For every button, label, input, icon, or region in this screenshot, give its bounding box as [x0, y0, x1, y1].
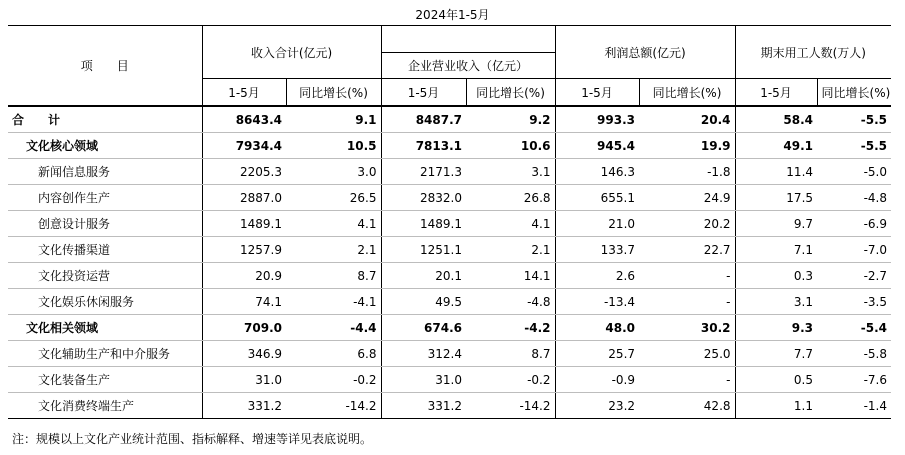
row-label: 新闻信息服务: [8, 159, 202, 185]
cell-rev: 709.0: [202, 315, 286, 341]
cell-emp: 0.3: [735, 263, 817, 289]
cell-profit: 993.3: [555, 106, 639, 133]
cell-rev-yoy: -0.2: [286, 367, 381, 393]
cell-biz-yoy: -14.2: [466, 393, 555, 419]
cell-rev: 7934.4: [202, 133, 286, 159]
cell-rev: 74.1: [202, 289, 286, 315]
cell-emp: 7.7: [735, 341, 817, 367]
cell-biz: 2832.0: [381, 185, 466, 211]
cell-profit: 48.0: [555, 315, 639, 341]
row-label: 文化消费终端生产: [8, 393, 202, 419]
cell-biz: 49.5: [381, 289, 466, 315]
statistics-table: [8, 25, 891, 419]
cell-profit: -0.9: [555, 367, 639, 393]
table-row: [8, 341, 891, 367]
header-employees: 期末用工人数(万人): [735, 26, 891, 79]
cell-biz-yoy: 10.6: [466, 133, 555, 159]
cell-profit-yoy: 20.2: [639, 211, 735, 237]
header-emp-yoy: 同比增长(%): [817, 79, 891, 107]
cell-emp-yoy: -7.6: [817, 367, 891, 393]
cell-biz-yoy: 4.1: [466, 211, 555, 237]
cell-emp: 0.5: [735, 367, 817, 393]
cell-rev-yoy: 4.1: [286, 211, 381, 237]
table-row: [8, 106, 891, 133]
cell-profit: 2.6: [555, 263, 639, 289]
header-profit-yoy: 同比增长(%): [639, 79, 735, 107]
cell-rev-yoy: -4.4: [286, 315, 381, 341]
cell-rev: 20.9: [202, 263, 286, 289]
cell-emp: 7.1: [735, 237, 817, 263]
cell-biz-yoy: 2.1: [466, 237, 555, 263]
header-emp-period: 1-5月: [735, 79, 817, 107]
cell-emp-yoy: -5.0: [817, 159, 891, 185]
cell-biz: 2171.3: [381, 159, 466, 185]
cell-profit-yoy: 30.2: [639, 315, 735, 341]
cell-biz-yoy: 8.7: [466, 341, 555, 367]
cell-emp: 3.1: [735, 289, 817, 315]
cell-rev-yoy: 3.0: [286, 159, 381, 185]
cell-emp-yoy: -5.8: [817, 341, 891, 367]
table-row: [8, 393, 891, 419]
cell-rev: 1489.1: [202, 211, 286, 237]
cell-profit-yoy: -1.8: [639, 159, 735, 185]
row-label: 文化相关领域: [8, 315, 202, 341]
cell-profit-yoy: -: [639, 263, 735, 289]
cell-profit: -13.4: [555, 289, 639, 315]
row-label: 文化投资运营: [8, 263, 202, 289]
cell-biz: 7813.1: [381, 133, 466, 159]
table-row: [8, 289, 891, 315]
cell-profit: 133.7: [555, 237, 639, 263]
cell-profit-yoy: 19.9: [639, 133, 735, 159]
row-label: 文化辅助生产和中介服务: [8, 341, 202, 367]
cell-emp: 9.7: [735, 211, 817, 237]
cell-rev-yoy: 26.5: [286, 185, 381, 211]
cell-emp-yoy: -5.5: [817, 133, 891, 159]
header-biz-period: 1-5月: [381, 79, 466, 107]
cell-rev-yoy: 2.1: [286, 237, 381, 263]
cell-profit: 21.0: [555, 211, 639, 237]
cell-emp-yoy: -5.4: [817, 315, 891, 341]
header-business-revenue: [381, 26, 555, 79]
header-revenue-total: [202, 26, 381, 79]
cell-rev: 1257.9: [202, 237, 286, 263]
cell-profit: 25.7: [555, 341, 639, 367]
cell-emp: 49.1: [735, 133, 817, 159]
cell-profit: 655.1: [555, 185, 639, 211]
table-row: [8, 211, 891, 237]
header-biz-yoy: 同比增长(%): [466, 79, 555, 107]
cell-biz: 331.2: [381, 393, 466, 419]
table-row: [8, 159, 891, 185]
cell-profit-yoy: 20.4: [639, 106, 735, 133]
header-rev-yoy: 同比增长(%): [286, 79, 381, 107]
cell-rev: 31.0: [202, 367, 286, 393]
header-profit: 利润总额(亿元): [555, 26, 735, 79]
cell-rev-yoy: -14.2: [286, 393, 381, 419]
cell-emp-yoy: -5.5: [817, 106, 891, 133]
cell-profit: 146.3: [555, 159, 639, 185]
cell-biz-yoy: 9.2: [466, 106, 555, 133]
cell-biz-yoy: 3.1: [466, 159, 555, 185]
cell-profit-yoy: 25.0: [639, 341, 735, 367]
cell-biz: 1489.1: [381, 211, 466, 237]
header-rev-period: 1-5月: [202, 79, 286, 107]
cell-biz: 20.1: [381, 263, 466, 289]
cell-emp: 1.1: [735, 393, 817, 419]
cell-rev: 8643.4: [202, 106, 286, 133]
cell-rev: 346.9: [202, 341, 286, 367]
cell-profit-yoy: 24.9: [639, 185, 735, 211]
cell-biz: 31.0: [381, 367, 466, 393]
footnote: 注：规模以上文化产业统计范围、指标解释、增速等详见表底说明。: [12, 432, 373, 446]
cell-emp: 58.4: [735, 106, 817, 133]
header-row-1: [8, 26, 891, 79]
header-profit-period: 1-5月: [555, 79, 639, 107]
cell-emp-yoy: -4.8: [817, 185, 891, 211]
cell-emp-yoy: -7.0: [817, 237, 891, 263]
table-caption: 2024年1-5月: [415, 8, 490, 22]
header-revenue-total-label: 收入合计(亿元): [250, 45, 333, 60]
table-row: [8, 263, 891, 289]
cell-biz: 8487.7: [381, 106, 466, 133]
header-item: 项 目: [8, 26, 202, 107]
row-label: 内容创作生产: [8, 185, 202, 211]
cell-profit-yoy: -: [639, 289, 735, 315]
cell-emp-yoy: -6.9: [817, 211, 891, 237]
row-label: 文化装备生产: [8, 367, 202, 393]
cell-emp-yoy: -2.7: [817, 263, 891, 289]
cell-biz-yoy: 26.8: [466, 185, 555, 211]
header-business-revenue-label: 企业营业收入（亿元）: [408, 59, 529, 73]
cell-profit-yoy: 42.8: [639, 393, 735, 419]
cell-biz-yoy: -0.2: [466, 367, 555, 393]
cell-biz-yoy: -4.2: [466, 315, 555, 341]
cell-rev: 2887.0: [202, 185, 286, 211]
table-row: [8, 185, 891, 211]
cell-rev-yoy: 9.1: [286, 106, 381, 133]
table-row: [8, 315, 891, 341]
cell-rev: 331.2: [202, 393, 286, 419]
cell-rev-yoy: -4.1: [286, 289, 381, 315]
row-label: 文化核心领域: [8, 133, 202, 159]
cell-biz: 1251.1: [381, 237, 466, 263]
table-row: [8, 367, 891, 393]
cell-emp-yoy: -1.4: [817, 393, 891, 419]
cell-profit-yoy: -: [639, 367, 735, 393]
cell-profit: 945.4: [555, 133, 639, 159]
cell-emp-yoy: -3.5: [817, 289, 891, 315]
cell-profit-yoy: 22.7: [639, 237, 735, 263]
cell-emp: 17.5: [735, 185, 817, 211]
cell-emp: 11.4: [735, 159, 817, 185]
table-row: [8, 133, 891, 159]
table-body: [8, 106, 891, 419]
cell-biz-yoy: -4.8: [466, 289, 555, 315]
cell-biz-yoy: 14.1: [466, 263, 555, 289]
cell-rev-yoy: 8.7: [286, 263, 381, 289]
row-label: 合 计: [8, 106, 202, 133]
cell-rev: 2205.3: [202, 159, 286, 185]
cell-emp: 9.3: [735, 315, 817, 341]
row-label: 文化娱乐休闲服务: [8, 289, 202, 315]
cell-biz: 312.4: [381, 341, 466, 367]
row-label: 文化传播渠道: [8, 237, 202, 263]
cell-biz: 674.6: [381, 315, 466, 341]
cell-rev-yoy: 10.5: [286, 133, 381, 159]
table-row: [8, 237, 891, 263]
cell-rev-yoy: 6.8: [286, 341, 381, 367]
row-label: 创意设计服务: [8, 211, 202, 237]
cell-profit: 23.2: [555, 393, 639, 419]
